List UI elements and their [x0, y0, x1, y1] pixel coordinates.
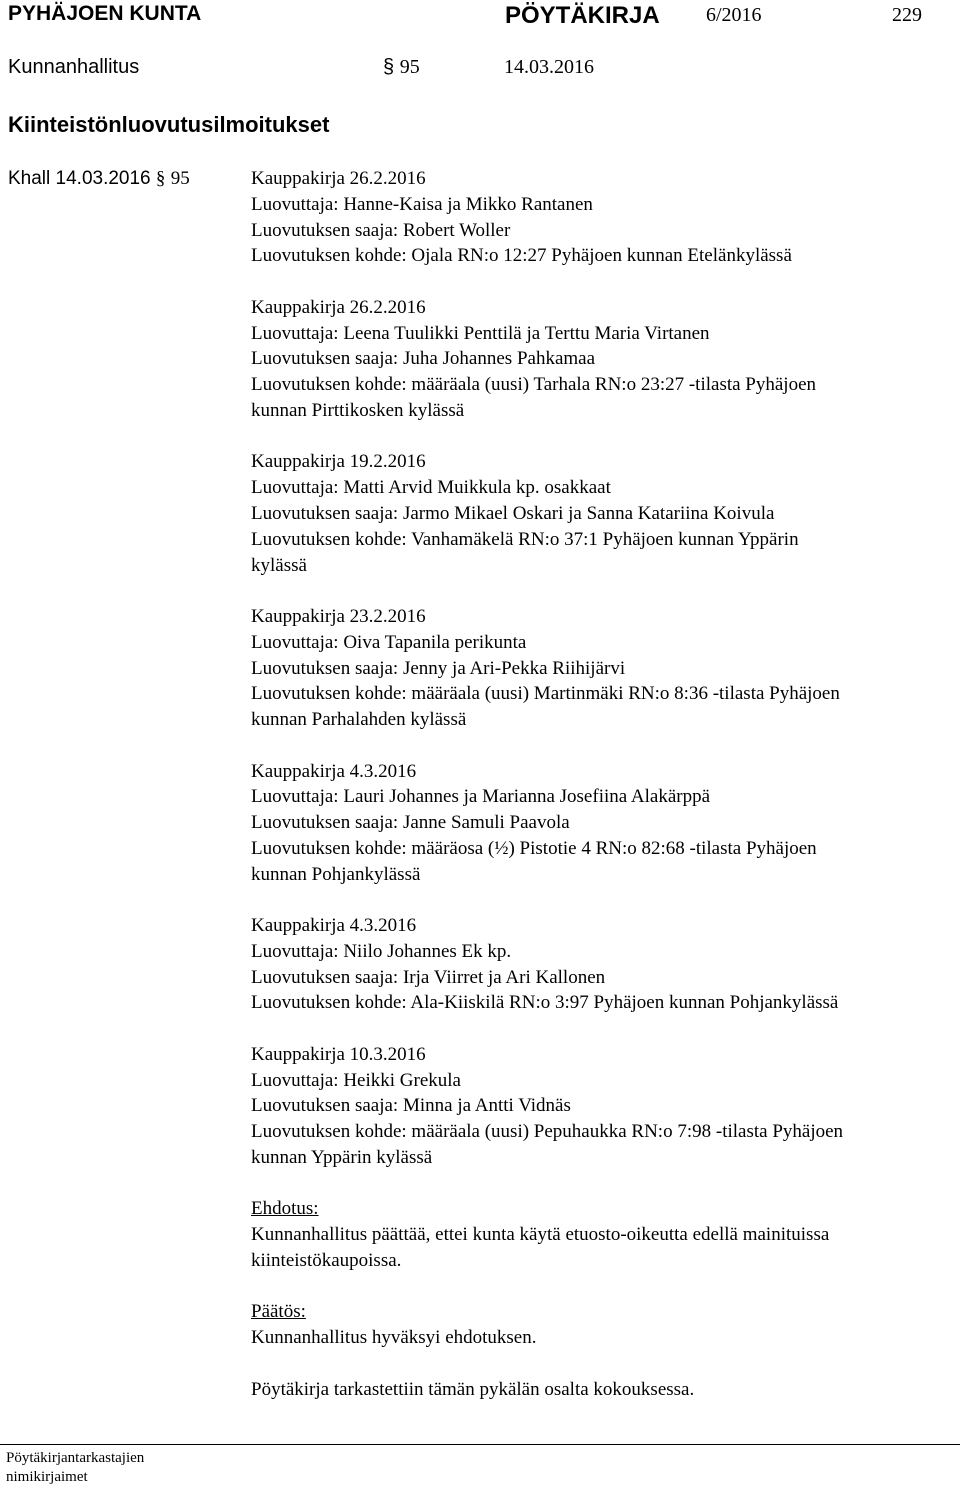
- entry-line: Luovuttaja: Hanne-Kaisa ja Mikko Rantanen: [251, 193, 593, 215]
- entry-line: kunnan Pirttikosken kylässä: [251, 399, 465, 421]
- entry-line: Luovutuksen kohde: Vanhamäkelä RN:o 37:1 Pyhäjoen kunnan Yppärin: [251, 528, 799, 550]
- entry-line: Luovuttaja: Niilo Johannes Ek kp.: [251, 940, 512, 962]
- entry-line: Luovutuksen saaja: Janne Samuli Paavola: [251, 812, 570, 834]
- decision-heading: Päätös:: [251, 1301, 306, 1323]
- entry-line: Luovutuksen saaja: Irja Viirret ja Ari Kallonen: [251, 966, 606, 988]
- document-header: [8, 0, 948, 32]
- verification-section: [251, 1377, 941, 1403]
- entry-line: Kauppakirja 4.3.2016: [251, 915, 417, 937]
- entry-line: Luovutuksen saaja: Robert Woller: [251, 219, 511, 241]
- entry-line: Luovutuksen kohde: Ojala RN:o 12:27 Pyhäjoen kunnan Etelänkylässä: [251, 245, 792, 267]
- entry-line: Luovutuksen kohde: määräala (uusi) Tarhala RN:o 23:27 -tilasta Pyhäjoen: [251, 374, 817, 396]
- organ-name: Kunnanhallitus: [8, 56, 140, 78]
- list-item: [251, 295, 941, 424]
- footer-line: Pöytäkirjantarkastajien: [6, 1450, 145, 1466]
- page-title: Kiinteistönluovutusilmoitukset: [8, 112, 330, 137]
- list-item: [251, 166, 941, 269]
- verification-line: Pöytäkirja tarkastettiin tämän pykälän osalta kokouksessa.: [251, 1378, 695, 1400]
- entry-line: Luovutuksen kohde: määräala (uusi) Martinmäki RN:o 8:36 -tilasta Pyhäjoen: [251, 683, 840, 705]
- list-item: [251, 449, 941, 578]
- footer-line: nimikirjaimet: [6, 1469, 88, 1485]
- document-body: [251, 166, 941, 1428]
- page-number: 229: [892, 4, 922, 26]
- document-type: PÖYTÄKIRJA: [505, 2, 660, 29]
- section-number: 95: [399, 56, 420, 78]
- list-item: [251, 604, 941, 733]
- entry-line: Luovuttaja: Heikki Grekula: [251, 1069, 461, 1091]
- list-item: [251, 913, 941, 1016]
- proposal-heading: Ehdotus:: [251, 1198, 319, 1220]
- list-item: [251, 759, 941, 888]
- entry-line: Luovutuksen saaja: Minna ja Antti Vidnäs: [251, 1095, 571, 1117]
- decision-line: Kunnanhallitus hyväksyi ehdotuksen.: [251, 1327, 537, 1349]
- entry-line: Luovutuksen saaja: Juha Johannes Pahkamaa: [251, 348, 596, 370]
- entry-line: Luovuttaja: Lauri Johannes ja Marianna Josefiina Alakärppä: [251, 786, 711, 808]
- organization-name: PYHÄJOEN KUNTA: [8, 2, 202, 25]
- entry-line: kylässä: [251, 554, 307, 576]
- entry-line: Kauppakirja 26.2.2016: [251, 168, 426, 189]
- entry-line: Luovutuksen saaja: Jenny ja Ari-Pekka Riihijärvi: [251, 657, 626, 679]
- case-reference-prefix: Khall 14.03.2016: [8, 168, 151, 189]
- entry-line: Kauppakirja 19.2.2016: [251, 451, 426, 473]
- section-reference: [383, 56, 420, 79]
- entry-line: Luovuttaja: Leena Tuulikki Penttilä ja Terttu Maria Virtanen: [251, 322, 710, 344]
- meeting-date: 14.03.2016: [504, 56, 594, 78]
- entry-line: Kauppakirja 4.3.2016: [251, 760, 417, 782]
- entry-line: Luovutuksen kohde: määräosa (½) Pistotie 4 RN:o 82:68 -tilasta Pyhäjoen: [251, 837, 817, 859]
- entry-line: kunnan Pohjankylässä: [251, 863, 421, 885]
- meeting-number: 6/2016: [706, 4, 762, 26]
- case-reference: [8, 168, 190, 190]
- case-reference-number: 95: [170, 168, 190, 189]
- entry-line: Luovuttaja: Oiva Tapanila perikunta: [251, 631, 527, 653]
- entry-line: Luovutuksen kohde: määräala (uusi) Pepuhaukka RN:o 7:98 -tilasta Pyhäjoen: [251, 1121, 844, 1143]
- entry-line: Kauppakirja 23.2.2016: [251, 605, 426, 627]
- entry-line: kunnan Yppärin kylässä: [251, 1147, 433, 1169]
- entry-line: Kauppakirja 10.3.2016: [251, 1043, 426, 1065]
- entry-line: kunnan Parhalahden kylässä: [251, 709, 467, 731]
- case-reference-symbol: §: [155, 168, 166, 189]
- list-item: [251, 1042, 941, 1171]
- proposal-line: Kunnanhallitus päättää, ettei kunta käytä etuosto-oikeutta edellä mainituissa: [251, 1224, 830, 1246]
- entry-line: Luovuttaja: Matti Arvid Muikkula kp. osakkaat: [251, 477, 611, 499]
- entry-line: Luovutuksen kohde: Ala-Kiiskilä RN:o 3:97 Pyhäjoen kunnan Pohjankylässä: [251, 992, 839, 1014]
- proposal-line: kiinteistökaupoissa.: [251, 1250, 402, 1272]
- proposal-section: [251, 1196, 941, 1273]
- entry-line: Kauppakirja 26.2.2016: [251, 296, 426, 318]
- decision-section: [251, 1299, 941, 1351]
- section-symbol: §: [383, 56, 395, 78]
- entry-line: Luovutuksen saaja: Jarmo Mikael Oskari ja Sanna Katariina Koivula: [251, 502, 775, 524]
- page-footer: [0, 1444, 960, 1489]
- document-subheader: [8, 56, 948, 86]
